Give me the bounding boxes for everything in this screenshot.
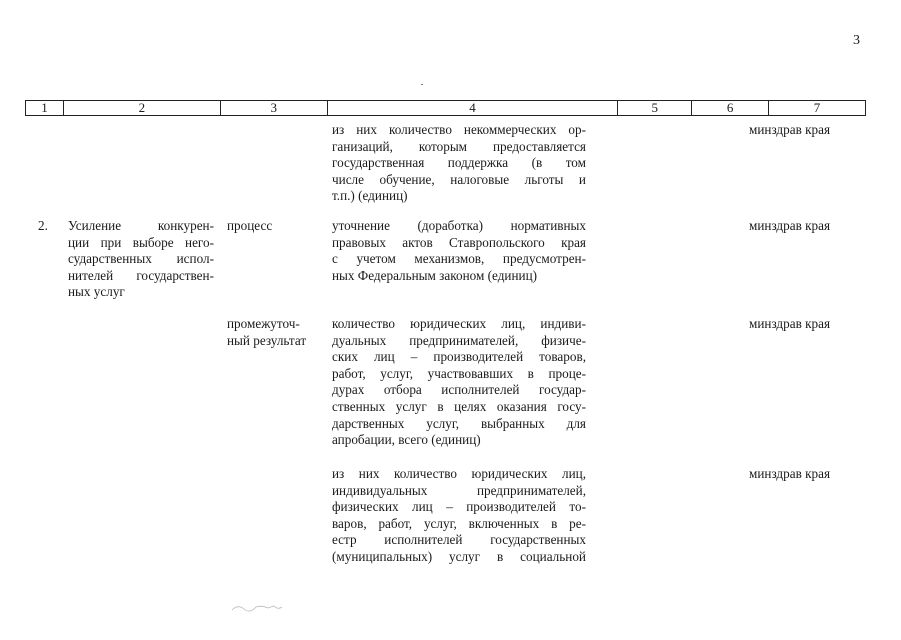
row-2-indicator-text — [332, 218, 586, 284]
row-2-number: 2. — [38, 218, 48, 233]
row-4-responsible: минздрав края — [749, 466, 831, 481]
text-line: ции при выборе него- — [68, 234, 214, 250]
text-line: числе обучение, налоговые льготы и — [332, 171, 586, 187]
text-line: дарственных услуг, выбранных для — [332, 415, 586, 431]
text-line: ственных услуг в целях оказания госу- — [332, 398, 586, 414]
text-line: из них количество юридических лиц, — [332, 466, 586, 481]
text-line: ный результат — [227, 332, 307, 348]
text-line: государственная поддержка (в том — [332, 155, 586, 171]
text-line: сударственных испол- — [68, 251, 214, 267]
text-line: апробации, всего (единиц) — [332, 432, 481, 448]
header-col-3: 3 — [221, 101, 328, 115]
page-number: 3 — [853, 33, 860, 48]
text-line: ских лиц – производителей товаров, — [332, 349, 586, 365]
text-line: ганизаций, которым предоставляется — [332, 138, 586, 154]
text-line: количество юридических лиц, индиви- — [332, 316, 586, 331]
text-line: ных Федеральным законом (единиц) — [332, 267, 538, 283]
row-2-type — [227, 218, 327, 235]
header-col-5: 5 — [618, 101, 692, 115]
text-line: Усиление конкурен- — [68, 218, 214, 233]
text-line: индивидуальных предпринимателей, — [332, 482, 586, 498]
table-header-row — [25, 100, 866, 116]
header-col-2: 2 — [64, 101, 221, 115]
row-1-indicator-text — [332, 122, 586, 205]
row-3-responsible: минздрав края — [749, 316, 831, 331]
scan-speck — [421, 84, 423, 85]
header-col-1: 1 — [26, 101, 64, 115]
scan-smudge — [230, 598, 290, 618]
row-1-responsible: минздрав края — [749, 122, 831, 137]
row-2-responsible: минздрав края — [749, 218, 831, 233]
text-line: варов, работ, услуг, включенных в ре- — [332, 515, 586, 531]
text-line: нителей государствен- — [68, 267, 214, 283]
text-line: правовых актов Ставропольского края — [332, 234, 586, 250]
text-line: из них количество некоммерческих ор- — [332, 122, 586, 137]
text-line: физических лиц – производителей то- — [332, 499, 586, 515]
row-4-indicator-text — [332, 466, 586, 566]
text-line: т.п.) (единиц) — [332, 188, 408, 204]
header-col-6: 6 — [692, 101, 769, 115]
header-col-4: 4 — [328, 101, 619, 115]
text-line: дурах отбора исполнителей государ- — [332, 382, 586, 398]
text-line: дуальных предпринимателей, физиче- — [332, 332, 586, 348]
row-2-goal-text — [68, 218, 214, 301]
row-3-type — [227, 316, 327, 349]
text-line: с учетом механизмов, предусмотрен- — [332, 251, 586, 267]
header-col-7: 7 — [813, 100, 821, 115]
text-line: уточнение (доработка) нормативных — [332, 218, 586, 233]
text-line: ных услуг — [68, 284, 125, 300]
text-line: промежуточ- — [227, 316, 300, 331]
row-3-indicator-text — [332, 316, 586, 449]
text-line: естр исполнителей государственных — [332, 532, 586, 548]
text-line: процесс — [227, 218, 273, 233]
text-line: (муниципальных) услуг в социальной — [332, 548, 586, 564]
text-line: работ, услуг, участвовавших в проце- — [332, 365, 586, 381]
